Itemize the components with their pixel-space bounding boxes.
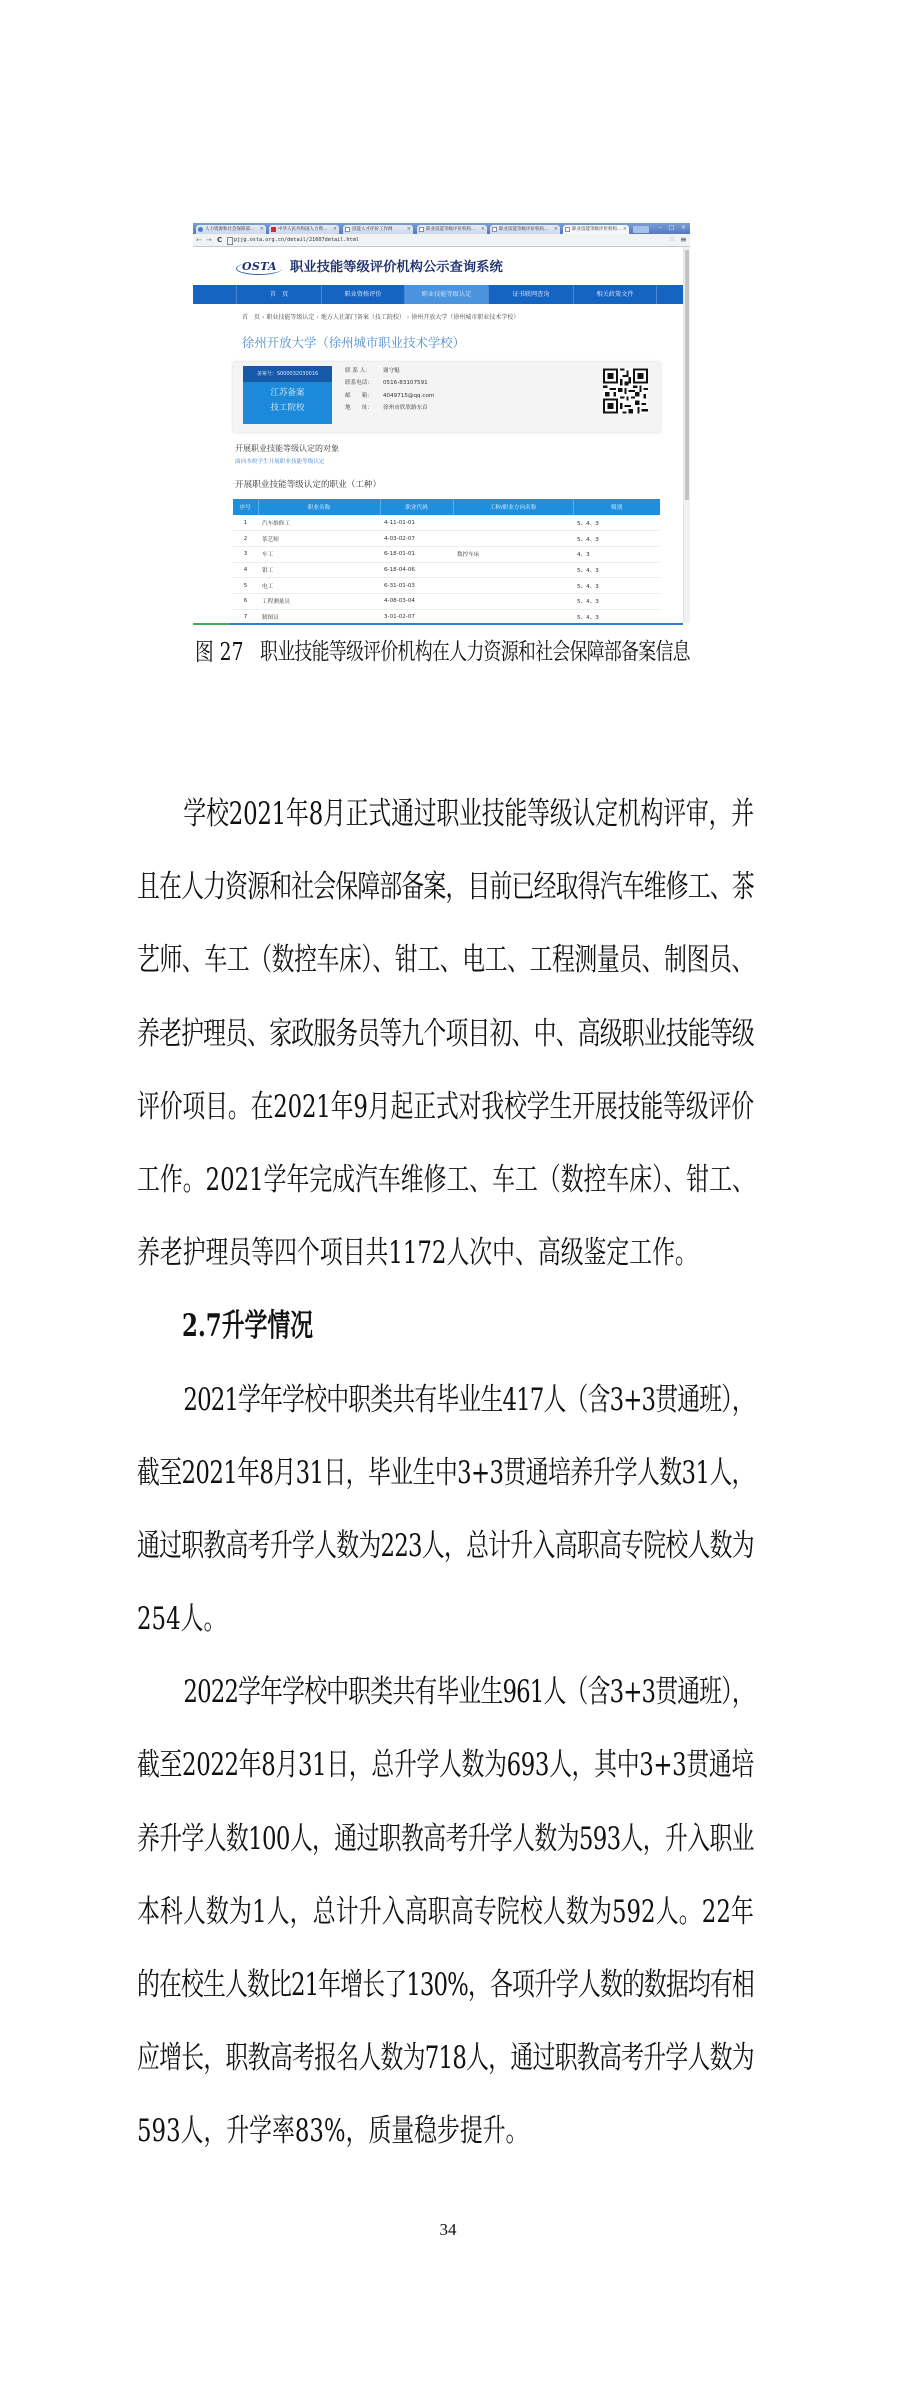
paragraph-line xyxy=(137,778,754,851)
table-row xyxy=(233,515,660,531)
line-text: 养升学人数100人，通过职教高考升学人数为593人，升入职业 xyxy=(137,1820,754,1857)
paragraph-line xyxy=(137,924,754,997)
field-label: 邮 箱： xyxy=(345,392,373,399)
line-text: 截至2022年8月31日，总升学人数为693人，其中3+3贯通培 xyxy=(137,1747,754,1784)
cell-code: 4-08-03-04 xyxy=(380,593,453,609)
page-icon xyxy=(419,227,424,232)
table-row xyxy=(233,562,660,578)
cell-direction xyxy=(453,578,573,594)
main-nav xyxy=(193,285,683,304)
org-info-card xyxy=(233,362,660,432)
body-text xyxy=(137,778,754,2169)
system-title: 职业技能等级评价机构公示查询系统 xyxy=(290,260,503,275)
table-row xyxy=(233,593,660,609)
paragraph-line xyxy=(137,998,754,1071)
back-icon[interactable]: ← xyxy=(196,236,202,244)
breadcrumb-home[interactable]: 首 页 xyxy=(242,314,261,321)
reload-icon[interactable]: C xyxy=(217,236,223,244)
paragraph-line xyxy=(137,1729,754,1802)
cell-level: 5、4、3 xyxy=(573,593,660,609)
nav-item-certificate-query[interactable]: 证书联网查询 xyxy=(488,285,573,304)
tab-title: 技能人才评价工作网 xyxy=(352,227,393,232)
contact-email-row xyxy=(345,390,434,402)
tab-close-icon[interactable]: × xyxy=(332,226,337,232)
column-header-index: 序号 xyxy=(233,499,258,515)
badge-type: 技工院校 xyxy=(270,403,305,413)
tab-close-icon[interactable]: × xyxy=(259,226,264,232)
cell-direction xyxy=(453,531,573,547)
browser-tab[interactable] xyxy=(417,225,487,234)
minimize-icon[interactable]: – xyxy=(659,224,662,231)
record-number-value: S000032030016 xyxy=(276,371,319,377)
paragraph-line xyxy=(137,2022,754,2095)
browser-menu-icon[interactable]: ≡ xyxy=(680,235,687,244)
cell-code: 3-01-02-07 xyxy=(380,609,453,625)
line-text: 254人。 xyxy=(137,1601,227,1638)
breadcrumb-current: 徐州开放大学（徐州城市职业技术学校） xyxy=(411,314,520,321)
line-text: 2022学年学校中职类共有毕业生961人（含3+3贯通班）， xyxy=(183,1674,754,1711)
paragraph-line xyxy=(137,1510,754,1583)
new-tab-button[interactable] xyxy=(633,226,649,233)
browser-tab-active[interactable] xyxy=(563,225,629,234)
line-text: 艺师、车工（数控车床）、钳工、电工、工程测量员、制图员、 xyxy=(137,942,754,979)
tab-close-icon[interactable]: × xyxy=(480,226,485,232)
column-header-code: 职业代码 xyxy=(380,499,453,515)
paragraph-line xyxy=(137,1949,754,2022)
contact-phone-row xyxy=(345,377,434,389)
line-text: 工作。2021学年完成汽车维修工、车工（数控车床）、钳工、 xyxy=(137,1161,755,1198)
paragraph-line xyxy=(137,1217,754,1290)
tab-title: 职业技能等级评价机构... xyxy=(426,227,476,232)
field-label: 联 系 人： xyxy=(345,368,371,374)
tab-title: 职业技能等级评价机构... xyxy=(572,227,622,232)
line-text: 的在校生人数比21年增长了130%，各项升学人数的数据均有相 xyxy=(137,1967,754,2003)
cell-index: 4 xyxy=(233,562,258,578)
line-text: 2021学年学校中职类共有毕业生417人（含3+3贯通班）， xyxy=(183,1381,754,1418)
page-load-bar xyxy=(193,623,683,625)
cell-direction xyxy=(453,562,573,578)
column-header-occupation: 职业名称 xyxy=(258,499,380,515)
cell-occupation: 车工 xyxy=(258,546,380,562)
cell-level: 5、4、3 xyxy=(573,515,660,531)
page-info-icon[interactable] xyxy=(227,237,233,245)
cell-occupation: 钳工 xyxy=(258,562,380,578)
tab-title: 中华人民共和国人力资... xyxy=(278,227,328,232)
browser-tab-bar xyxy=(193,223,690,234)
field-value: 4049715@qq.com xyxy=(383,392,435,399)
breadcrumb-separator: › xyxy=(406,314,410,321)
breadcrumb-skill-level[interactable]: 职业技能等级认定 xyxy=(266,314,315,321)
line-text: 评价项目。在2021年9月起正式对我校学生开展技能等级评价 xyxy=(137,1088,754,1125)
section-heading xyxy=(137,1290,754,1363)
field-label: 联系电话： xyxy=(345,380,373,387)
cell-direction xyxy=(453,593,573,609)
cell-level: 5、4、3 xyxy=(573,609,660,625)
field-value: 0516-83107591 xyxy=(383,380,428,387)
column-header-level: 级别 xyxy=(573,499,660,515)
line-text: 养老护理员、家政服务员等九个项目初、中、高级职业技能等级 xyxy=(137,1015,754,1052)
nav-item-home[interactable]: 首 页 xyxy=(236,285,321,304)
field-value: 徐州市欣欣路东首 xyxy=(383,404,428,411)
field-label: 地 址： xyxy=(345,404,373,411)
bookmark-star-icon[interactable]: ☆ xyxy=(669,235,676,243)
line-text: 截至2021年8月31日，毕业生中3+3贯通培养升学人数31人， xyxy=(137,1454,754,1491)
paragraph-line xyxy=(137,1583,754,1656)
page-icon xyxy=(565,227,570,232)
cell-direction: 数控车床 xyxy=(453,546,573,562)
nav-item-qualification[interactable]: 职业资格评价 xyxy=(321,285,404,304)
cell-code: 4-11-01-01 xyxy=(380,515,453,531)
url-input[interactable]: pjjg.osta.org.cn/detail/21607detail.html xyxy=(234,237,359,243)
cell-occupation: 制图员 xyxy=(258,609,380,625)
line-text: 本科人数为1人，总计升入高职高专院校人数为592人。22年 xyxy=(137,1893,754,1930)
cell-direction xyxy=(453,515,573,531)
page-icon xyxy=(345,227,350,232)
page-scrollbar[interactable] xyxy=(683,247,690,623)
contact-person-row xyxy=(345,365,434,377)
tab-title: 职业技能等级评价机构... xyxy=(499,227,549,232)
nav-divider xyxy=(656,285,657,304)
qr-code-icon xyxy=(603,368,648,414)
cell-index: 2 xyxy=(233,531,258,547)
occupation-section-heading: 开展职业技能等级认定的职业（工种） xyxy=(235,480,382,490)
tab-title: 人力资源和社会保障部... xyxy=(205,227,255,232)
line-text: 应增长，职教高考报名人数为718人，通过职教高考升学人数为 xyxy=(137,2040,754,2077)
cell-code: 6-18-01-01 xyxy=(380,546,453,562)
breadcrumb-separator: › xyxy=(262,314,265,321)
org-name-title: 徐州开放大学（徐州城市职业技术学校） xyxy=(242,335,466,350)
paragraph-line xyxy=(137,1803,754,1876)
figure-screenshot xyxy=(193,223,690,625)
line-text: 学校2021年8月正式通过职业技能等级认定机构评审，并 xyxy=(183,796,754,832)
site-favicon-icon xyxy=(198,227,203,232)
site-favicon-icon xyxy=(271,227,276,232)
cell-index: 5 xyxy=(233,578,258,594)
record-number xyxy=(243,366,332,382)
osta-logo[interactable] xyxy=(236,259,284,276)
table-row xyxy=(233,546,660,562)
paragraph-line xyxy=(137,851,754,924)
cell-index: 1 xyxy=(233,515,258,531)
browser-tab[interactable] xyxy=(269,225,339,234)
cell-index: 7 xyxy=(233,609,258,625)
line-text: 养老护理员等四个项目共1172人次中、高级鉴定工作。 xyxy=(137,1235,698,1272)
cell-occupation: 茶艺师 xyxy=(258,531,380,547)
maximize-icon[interactable]: □ xyxy=(668,224,675,231)
line-text: 通过职教高考升学人数为223人，总计升入高职高专院校人数为 xyxy=(137,1527,754,1564)
record-number-label: 备案号： xyxy=(256,371,277,377)
nav-item-policy-docs[interactable]: 相关政策文件 xyxy=(573,285,656,304)
cell-code: 4-03-02-07 xyxy=(380,531,453,547)
cell-level: 5、4、3 xyxy=(573,578,660,594)
contact-info xyxy=(345,365,434,414)
figure-caption-label: 图 27 xyxy=(195,638,244,666)
cell-level: 5、4、3 xyxy=(573,562,660,578)
cell-occupation: 电工 xyxy=(258,578,380,594)
paragraph-line xyxy=(137,1364,754,1437)
target-section-link[interactable]: 面向本校学生开展职业技能等级认定 xyxy=(235,459,325,465)
tab-close-icon[interactable]: × xyxy=(622,226,627,232)
paragraph-line xyxy=(137,1071,754,1144)
scrollbar-thumb[interactable] xyxy=(685,250,689,500)
cell-level: 5、4、3 xyxy=(573,531,660,547)
contact-address-row xyxy=(345,402,434,414)
paragraph-line xyxy=(137,1876,754,1949)
paragraph-line xyxy=(137,1437,754,1510)
cell-level: 4、3 xyxy=(573,546,660,562)
breadcrumb xyxy=(242,314,519,322)
page-number: 34 xyxy=(439,2220,457,2239)
section-heading-text: 2.7升学情况 xyxy=(181,1308,314,1345)
figure-caption-text: 职业技能等级评价机构在人力资源和社会保障部备案信息 xyxy=(260,639,690,665)
cell-occupation: 汽车维修工 xyxy=(258,515,380,531)
forward-icon[interactable]: → xyxy=(206,236,212,244)
tab-close-icon[interactable]: × xyxy=(406,226,411,232)
logo-text: OSTA xyxy=(242,260,277,273)
occupation-table xyxy=(233,499,660,625)
breadcrumb-local-record[interactable]: 地方人社部门备案（技工院校） xyxy=(320,314,405,321)
record-badge xyxy=(243,366,332,424)
paragraph-line xyxy=(137,2095,754,2168)
badge-province: 江苏备案 xyxy=(270,388,305,398)
nav-item-skill-level[interactable]: 职业技能等级认定 xyxy=(404,285,488,304)
target-section-heading: 开展职业技能等级认定的对象 xyxy=(235,444,339,453)
table-header-row xyxy=(233,499,660,515)
close-window-icon[interactable]: × xyxy=(680,224,687,231)
column-header-direction: 工种/职业方向名称 xyxy=(453,499,573,515)
paragraph-line xyxy=(137,1144,754,1217)
breadcrumb-separator: › xyxy=(316,314,319,321)
table-row xyxy=(233,578,660,594)
cell-code: 6-18-04-06 xyxy=(380,562,453,578)
field-value: 谢守魁 xyxy=(383,368,400,374)
line-text: 且在人力资源和社会保障部备案，目前已经取得汽车维修工、茶 xyxy=(137,869,754,906)
load-progress xyxy=(193,623,230,625)
tab-close-icon[interactable]: × xyxy=(553,226,558,232)
cell-index: 3 xyxy=(233,546,258,562)
page-icon xyxy=(492,227,497,232)
address-bar xyxy=(193,234,690,247)
table-row xyxy=(233,531,660,547)
browser-tab[interactable] xyxy=(490,225,560,234)
line-text: 593人，升学率83%，质量稳步提升。 xyxy=(137,2113,529,2150)
cell-index: 6 xyxy=(233,593,258,609)
figure-caption xyxy=(260,638,690,666)
browser-tab[interactable] xyxy=(343,225,413,234)
browser-tab[interactable] xyxy=(196,225,266,234)
paragraph-line xyxy=(137,1656,754,1729)
cell-code: 6-31-01-03 xyxy=(380,578,453,594)
cell-occupation: 工程测量员 xyxy=(258,593,380,609)
